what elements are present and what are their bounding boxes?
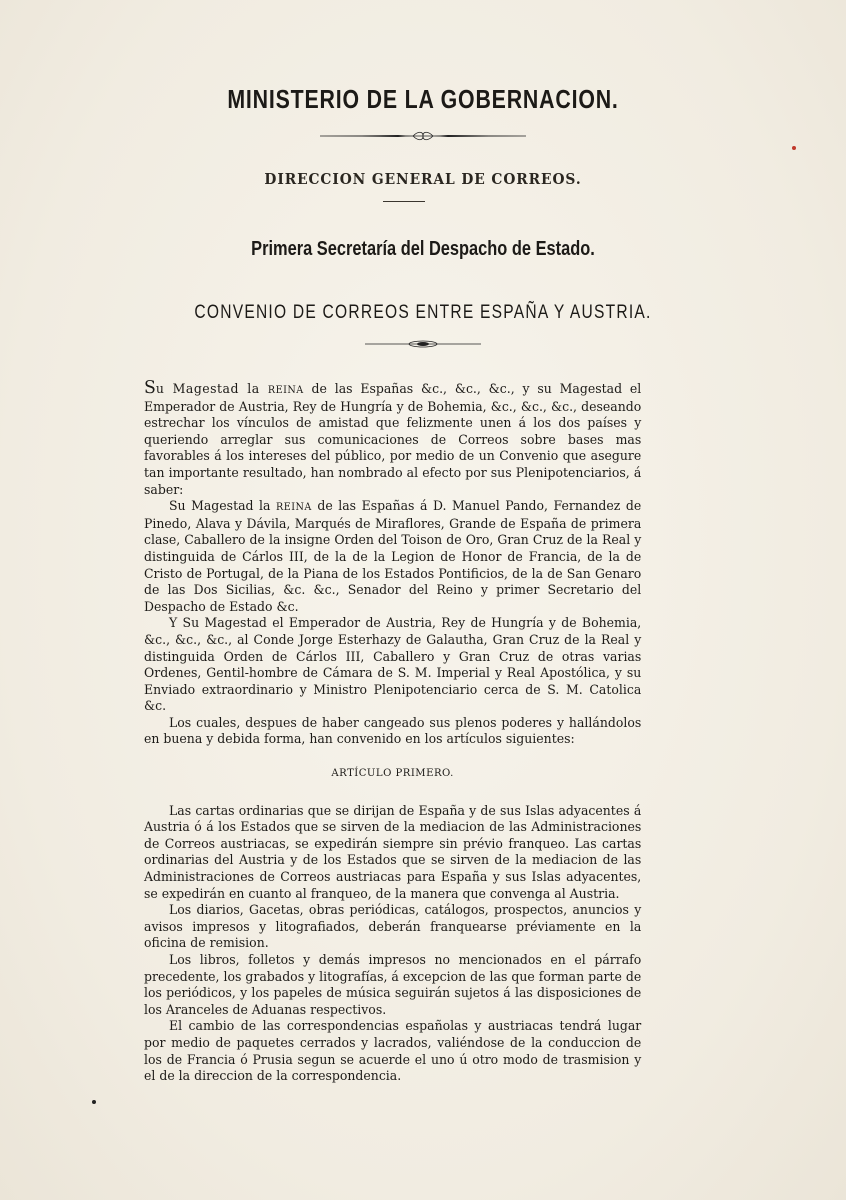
- preamble-p2-a: Su Magestad la: [168, 499, 277, 515]
- preamble-paragraph-4: Los cuales, despues de haber cangeado sus plenos poderes y hallándolos en buena y debida forma, han convenido en los artículos siguientes:: [144, 715, 642, 748]
- preamble-p1-b: de las Españas &c., &c., &c., y su Magestad el Emperador de Austria, Rey de Hungría y de Bohemia, &c., &c., &c., deseando estrechar los vínculos de amistad que felizmente unen á los dos países y queriendo arreglar sus comunicaciones de Correos sobre bases mas favorables á los intereses del público, por medio de un Convenio que asegure tan importante resultado, han nombrado al efecto por sus Plenipotenciarios, á saber:: [144, 382, 642, 498]
- preamble-p1-reina: REINA: [267, 385, 304, 396]
- preamble-p2-b: de las Españas á D. Manuel Pando, Fernandez de Pinedo, Alava y Dávila, Marqués de Miraflores, Grande de España de primera clase, Caballero de la insigne Orden del Toison de Oro, Gran Cruz de la Real y distinguida de Cárlos III, de la de la Legion de Honor de Francia, de la de Cristo de Portugal, de la Piana de los Estados Pontificios, de la de San Genaro de las Dos Sicilias, &c. &c., Senador del Reino y primer Secretario del Despacho de Estado &c.: [144, 499, 642, 615]
- article-paragraph-4: El cambio de las correspondencias españolas y austriacas tendrá lugar por medio de paquetes cerrados y lacrados, valiéndose de la conduccion de los de Francia ó Prusia segun se acuerde el uno ú otro modo de trasmision y el de la direccion de la correspondencia.: [144, 1019, 642, 1085]
- ink-spot-red: [792, 146, 796, 150]
- article-paragraph-1: Las cartas ordinarias que se dirijan de España y de sus Islas adyacentes á Austria ó á los Estados que se sirven de la mediacion de las Administraciones de Correos austriacas, se expedirán siempre sin prévio franqueo. Las cartas ordinarias del Austria y de los Estados que se sirven de la mediacion de las Administraciones de Correos austriacas para España y sus Islas adyacentes, se expedirán en cuanto al franqueo, de la manera que convenga al Austria.: [144, 803, 642, 902]
- article-paragraph-2: Los diarios, Gacetas, obras periódicas, catálogos, prospectos, anuncios y avisos impresos y litografiados, deberán franquearse préviamente en la oficina de remision.: [144, 903, 642, 952]
- preamble-p2-reina: REINA: [276, 502, 312, 514]
- preamble-paragraph-3: Y Su Magestad el Emperador de Austria, Rey de Hungría y de Bohemia, &c., &c., &c., al Conde Jorge Esterhazy de Galautha, Gran Cruz de la Real y distinguida Orden de Cárlos III, Caballero y Gran Cruz de otras varias Ordenes, Gentil-hombre de Cámara de S. M. Imperial y Real Apostólica, y su Enviado extraordinario y Ministro Plenipotenciario cerca de S. M. Catolica &c.: [144, 616, 642, 715]
- ornamental-rule-top: [0, 126, 846, 145]
- ink-spot: [92, 1100, 96, 1104]
- preamble-paragraph-1: [144, 377, 642, 499]
- article-paragraph-3: Los libros, folletos y demás impresos no mencionados en el párrafo precedente, los grabados y litografías, á excepcion de las que forman parte de los periódicos, y los papeles de música seguirán sujetos á las disposiciones de los Aranceles de Aduanas respectivos.: [144, 953, 642, 1018]
- convention-title: CONVENIO DE CORREOS ENTRE ESPAÑA Y AUSTRIA.: [194, 302, 652, 323]
- article-one-heading: ARTÍCULO PRIMERO.: [331, 767, 454, 780]
- ornamental-rule-middle: [0, 333, 846, 352]
- ministry-heading: MINISTERIO DE LA GOBERNACION.: [227, 84, 619, 114]
- secretaria-heading: Primera Secretaría del Despacho de Estado.: [251, 238, 595, 260]
- preamble-p1-a: u Magestad la: [155, 382, 268, 397]
- drop-cap: S: [144, 377, 156, 398]
- department-heading: DIRECCION GENERAL DE CORREOS.: [264, 170, 582, 188]
- short-divider: [383, 201, 425, 202]
- document-body: [144, 377, 642, 1086]
- preamble-paragraph-2: [144, 499, 641, 616]
